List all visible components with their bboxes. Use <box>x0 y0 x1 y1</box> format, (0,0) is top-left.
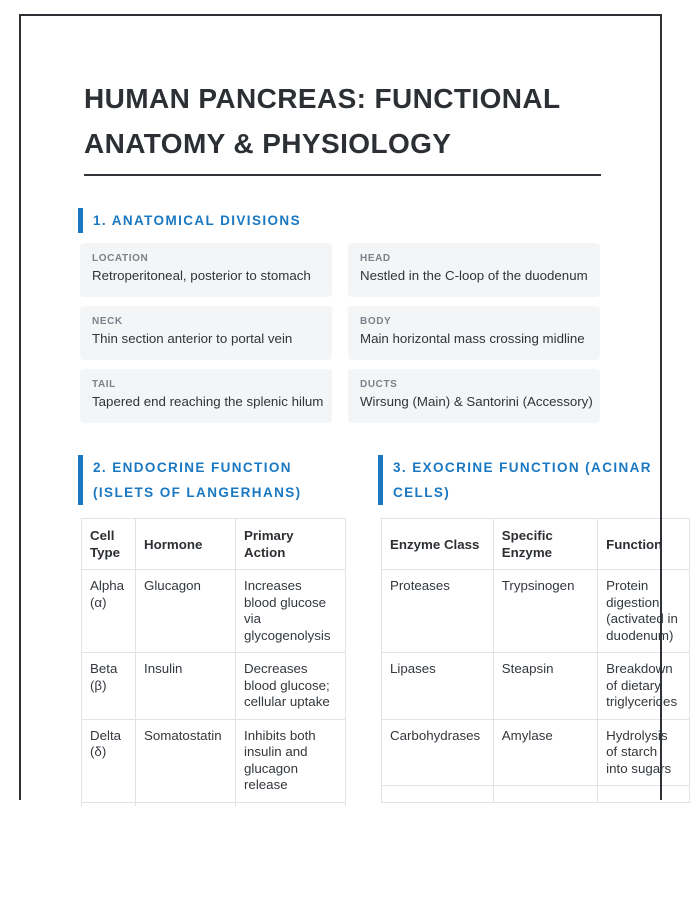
table-cell: Hydrolysis of starch into sugars <box>598 719 690 786</box>
column-header: Function <box>598 519 690 570</box>
endocrine-table <box>81 518 346 820</box>
section-anatomical-divisions <box>78 208 662 423</box>
table-row <box>82 570 346 653</box>
table-cell: Amylase <box>493 719 597 786</box>
exocrine-table <box>381 518 690 803</box>
table-cell: Carbohydrases <box>382 719 494 786</box>
column-header: Enzyme Class <box>382 519 494 570</box>
table-cell: Trypsinogen <box>493 570 597 653</box>
table-cell <box>493 786 597 803</box>
section-heading-endocrine-function: 2. ENDOCRINE FUNCTION (ISLETS OF LANGERHANS) <box>78 455 358 505</box>
info-card-tail <box>80 369 332 423</box>
info-card-location <box>80 243 332 297</box>
table-row <box>82 719 346 802</box>
card-value: Thin section anterior to portal vein <box>92 331 293 346</box>
table-cell: Protein digestion (activated in duodenum) <box>598 570 690 653</box>
column-header: Specific Enzyme <box>493 519 597 570</box>
column-header: Hormone <box>136 519 236 570</box>
table-cell: Beta (β) <box>82 653 136 720</box>
function-sections-row <box>78 455 678 820</box>
card-value: Retroperitoneal, posterior to stomach <box>92 268 311 283</box>
table-cell: Glucagon <box>136 570 236 653</box>
table-cell: Steapsin <box>493 653 597 720</box>
table-cell: Breakdown of dietary triglycerides <box>598 653 690 720</box>
table-row <box>82 653 346 720</box>
page-bottom-clip <box>0 806 700 900</box>
table-cell: Increases blood glucose via glycogenolysis <box>236 570 346 653</box>
card-value: Tapered end reaching the splenic hilum <box>92 394 324 409</box>
table-cell <box>598 786 690 803</box>
section-endocrine-function <box>78 455 358 820</box>
table-cell: Somatostatin <box>136 719 236 802</box>
table-cell: Decreases blood glucose; cellular uptake <box>236 653 346 720</box>
card-label: TAIL <box>92 379 116 390</box>
card-label: HEAD <box>360 253 391 264</box>
info-card-head <box>348 243 600 297</box>
table-row <box>382 719 690 786</box>
section-heading-exocrine-function: 3. EXOCRINE FUNCTION (ACINAR CELLS) <box>378 455 690 505</box>
table-cell: Alpha (α) <box>82 570 136 653</box>
column-header: Cell Type <box>82 519 136 570</box>
info-card-body <box>348 306 600 360</box>
card-label: LOCATION <box>92 253 149 264</box>
info-card-ducts <box>348 369 600 423</box>
table-row <box>382 653 690 720</box>
table-cell: Lipases <box>382 653 494 720</box>
table-cell: Insulin <box>136 653 236 720</box>
card-label: DUCTS <box>360 379 398 390</box>
section-heading-anatomical-divisions: 1. ANATOMICAL DIVISIONS <box>78 208 662 233</box>
card-label: NECK <box>92 316 123 327</box>
table-cell: Inhibits both insulin and glucagon release <box>236 719 346 802</box>
title-divider <box>84 174 601 176</box>
table-row-clipped <box>382 786 690 803</box>
info-card-neck <box>80 306 332 360</box>
card-value: Nestled in the C-loop of the duodenum <box>360 268 588 283</box>
card-value: Main horizontal mass crossing midline <box>360 331 585 346</box>
section-exocrine-function <box>378 455 690 820</box>
table-cell <box>382 786 494 803</box>
table-cell: Proteases <box>382 570 494 653</box>
card-label: BODY <box>360 316 392 327</box>
card-value: Wirsung (Main) & Santorini (Accessory) <box>360 394 593 409</box>
anatomy-card-grid <box>80 243 662 423</box>
page-content <box>21 16 678 820</box>
table-row <box>382 570 690 653</box>
table-cell: Delta (δ) <box>82 719 136 802</box>
page-title: HUMAN PANCREAS: FUNCTIONAL ANATOMY & PHYSIOLOGY <box>84 83 561 159</box>
table-header-row <box>382 519 690 570</box>
table-header-row <box>82 519 346 570</box>
column-header: Primary Action <box>236 519 346 570</box>
